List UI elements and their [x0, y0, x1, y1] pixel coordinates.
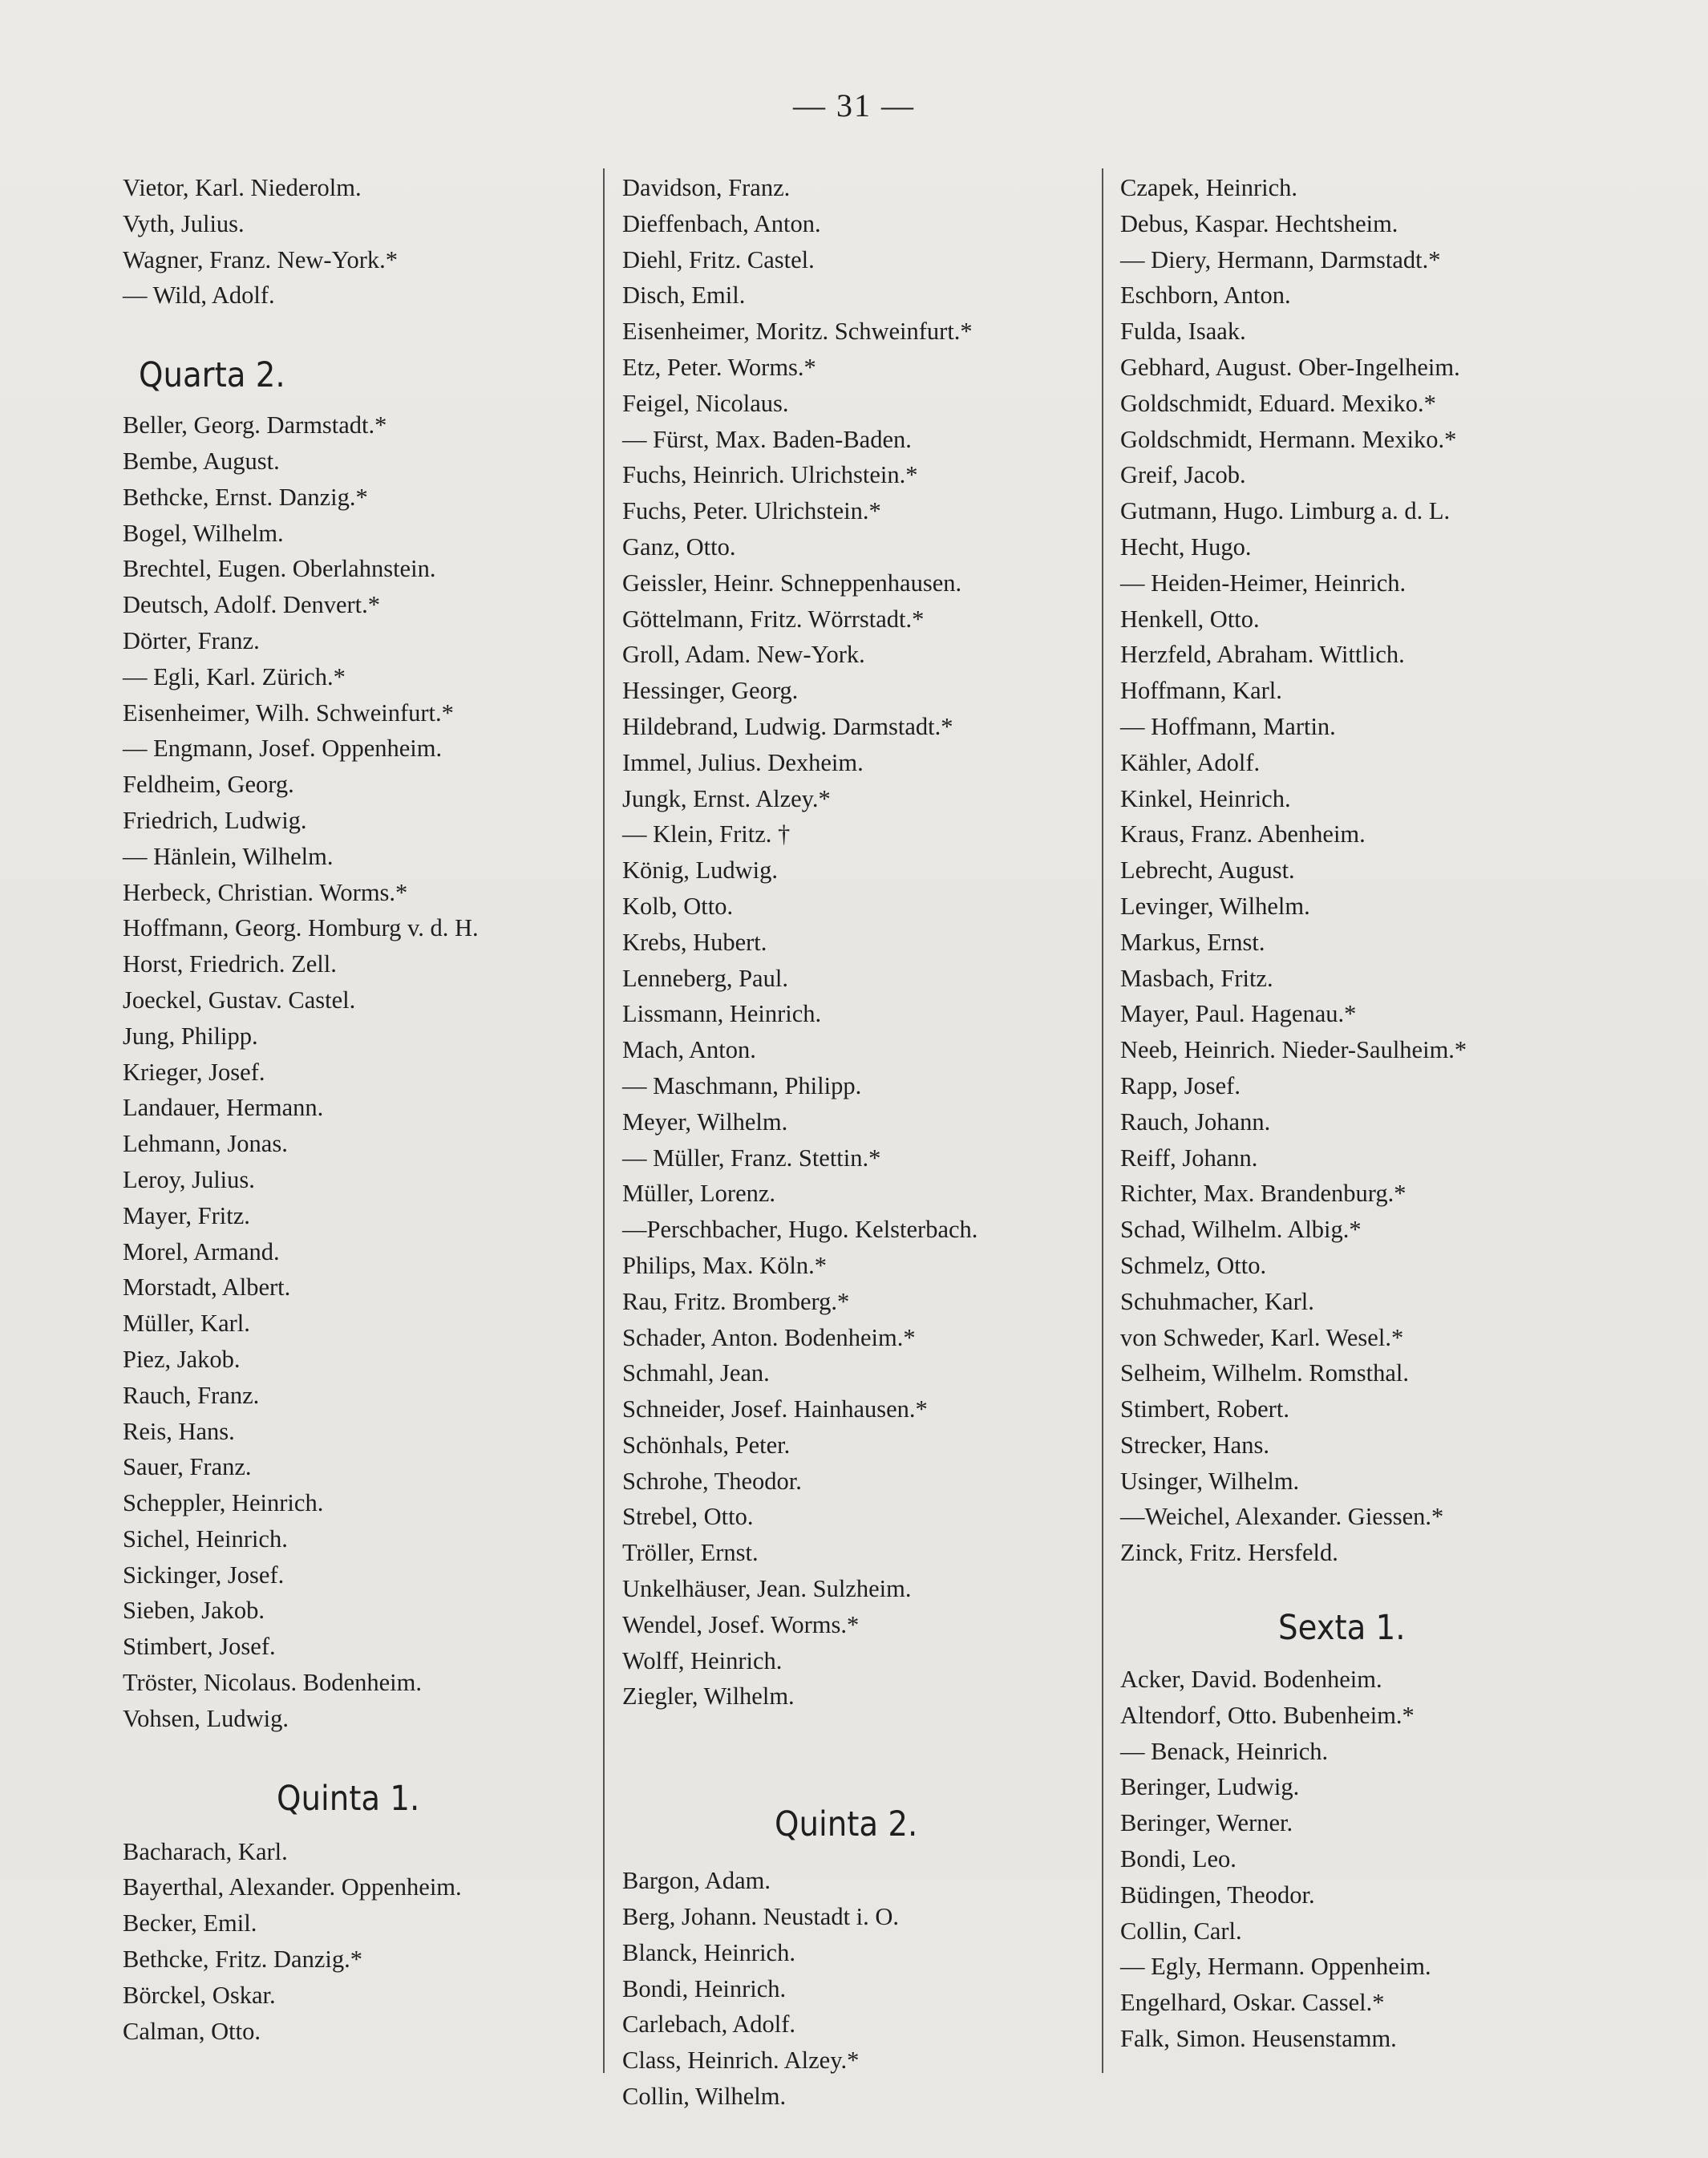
name-list-quinta-1: [123, 1834, 604, 2050]
list-item: Schmahl, Jean.: [622, 1359, 770, 1387]
list-item: Börckel, Oskar.: [123, 1981, 276, 2009]
list-item: Usinger, Wilhelm.: [1120, 1467, 1300, 1495]
list-item: Sieben, Jakob.: [123, 1597, 265, 1625]
list-item: Jung, Philipp.: [123, 1022, 258, 1050]
list-item: Bembe, August.: [123, 447, 280, 475]
list-item: Beller, Georg. Darmstadt.*: [123, 411, 387, 439]
list-item: Sauer, Franz.: [123, 1453, 252, 1481]
list-item: —Weichel, Alexander. Giessen.*: [1120, 1503, 1444, 1531]
list-item: — Hoffmann, Martin.: [1120, 712, 1336, 740]
list-item: Collin, Carl.: [1120, 1917, 1242, 1945]
list-item: Wagner, Franz. New-York.*: [123, 245, 399, 273]
list-item: Debus, Kaspar. Hechtsheim.: [1120, 209, 1398, 237]
list-item: Immel, Julius. Dexheim.: [622, 748, 864, 776]
list-item: Bargon, Adam.: [622, 1867, 771, 1895]
list-item: Fuchs, Peter. Ulrichstein.*: [622, 497, 881, 525]
list-item: Zinck, Fritz. Hersfeld.: [1120, 1539, 1338, 1567]
list-item: Selheim, Wilhelm. Romsthal.: [1120, 1359, 1409, 1387]
list-item: Hoffmann, Karl.: [1120, 677, 1282, 705]
list-item: Richter, Max. Brandenburg.*: [1120, 1180, 1406, 1208]
list-item: Schad, Wilhelm. Albig.*: [1120, 1216, 1362, 1244]
list-item: Fuchs, Heinrich. Ulrichstein.*: [622, 461, 918, 489]
list-item: Meyer, Wilhelm.: [622, 1107, 788, 1136]
page-number: — 31 —: [793, 87, 915, 123]
list-item: Kähler, Adolf.: [1120, 748, 1261, 776]
list-item: — Klein, Fritz. †: [622, 820, 791, 848]
list-item: Jungk, Ernst. Alzey.*: [622, 784, 831, 812]
list-item: Calman, Otto.: [123, 2017, 261, 2045]
list-item: Goldschmidt, Eduard. Mexiko.*: [1120, 389, 1436, 417]
list-item: Krieger, Josef.: [123, 1058, 265, 1086]
list-item: Acker, David. Bodenheim.: [1120, 1666, 1382, 1694]
list-item: Eisenheimer, Moritz. Schweinfurt.*: [622, 318, 973, 346]
list-item: Falk, Simon. Heusenstamm.: [1120, 2025, 1397, 2053]
list-item: Bethcke, Ernst. Danzig.*: [123, 483, 368, 511]
list-item: Tröster, Nicolaus. Bodenheim.: [123, 1669, 422, 1697]
list-item: Ganz, Otto.: [622, 532, 736, 561]
list-item: Deutsch, Adolf. Denvert.*: [123, 591, 381, 619]
list-item: — Egli, Karl. Zürich.*: [123, 662, 346, 690]
list-item: Vyth, Julius.: [123, 209, 245, 237]
list-item: Collin, Wilhelm.: [622, 2083, 787, 2111]
list-item: — Maschmann, Philipp.: [622, 1071, 862, 1099]
list-item: Bethcke, Fritz. Danzig.*: [123, 1945, 362, 1974]
list-item: Philips, Max. Köln.*: [622, 1251, 828, 1279]
list-item: Greif, Jacob.: [1120, 461, 1246, 489]
name-list-quarta-2: [123, 407, 604, 1736]
section-heading-sexta-1: Sexta 1.: [1278, 1608, 1406, 1649]
list-item: Diehl, Fritz. Castel.: [622, 245, 815, 273]
list-item: Dörter, Franz.: [123, 626, 260, 654]
list-item: Leroy, Julius.: [123, 1165, 255, 1193]
list-item: Gebhard, August. Ober-Ingelheim.: [1120, 353, 1460, 381]
list-item: Hecht, Hugo.: [1120, 532, 1252, 561]
list-item: — Benack, Heinrich.: [1120, 1737, 1329, 1765]
list-item: Henkell, Otto.: [1120, 605, 1260, 633]
list-item: Büdingen, Theodor.: [1120, 1881, 1315, 1909]
list-item: Masbach, Fritz.: [1120, 964, 1273, 992]
list-item: Bondi, Heinrich.: [622, 1974, 787, 2002]
list-item: Rau, Fritz. Bromberg.*: [622, 1287, 850, 1315]
list-item: Neeb, Heinrich. Nieder-Saulheim.*: [1120, 1036, 1467, 1064]
list-item: — Engmann, Josef. Oppenheim.: [123, 735, 443, 763]
list-item: Reiff, Johann.: [1120, 1144, 1258, 1172]
list-item: Brechtel, Eugen. Oberlahnstein.: [123, 555, 436, 583]
section-heading-quinta-2: Quinta 2.: [775, 1804, 918, 1845]
list-item: Mayer, Fritz.: [123, 1201, 250, 1229]
list-item: Scheppler, Heinrich.: [123, 1489, 324, 1517]
list-item: Strebel, Otto.: [622, 1503, 754, 1531]
list-item: Schneider, Josef. Hainhausen.*: [622, 1395, 928, 1423]
name-list-top: [622, 170, 1103, 1715]
list-item: Altendorf, Otto. Bubenheim.*: [1120, 1701, 1415, 1729]
list-item: König, Ludwig.: [622, 856, 779, 885]
list-item: Mayer, Paul. Hagenau.*: [1120, 1000, 1357, 1028]
list-item: — Fürst, Max. Baden-Baden.: [622, 425, 912, 453]
list-item: Landauer, Hermann.: [123, 1094, 324, 1122]
list-item: Strecker, Hans.: [1120, 1431, 1269, 1459]
list-item: Fulda, Isaak.: [1120, 318, 1246, 346]
list-item: Müller, Karl.: [123, 1310, 250, 1338]
list-item: von Schweder, Karl. Wesel.*: [1120, 1323, 1404, 1351]
name-list-top: [123, 170, 604, 314]
list-item: Eschborn, Anton.: [1120, 281, 1291, 310]
list-item: Horst, Friedrich. Zell.: [123, 950, 337, 978]
list-item: — Müller, Franz. Stettin.*: [622, 1144, 881, 1172]
list-item: Geissler, Heinr. Schneppenhausen.: [622, 569, 962, 597]
list-item: Rauch, Johann.: [1120, 1107, 1271, 1136]
column-left: [123, 170, 604, 2049]
list-item: Reis, Hans.: [123, 1417, 235, 1445]
list-item: Hoffmann, Georg. Homburg v. d. H.: [123, 914, 479, 942]
list-item: Rapp, Josef.: [1120, 1071, 1241, 1099]
list-item: Berg, Johann. Neustadt i. O.: [622, 1903, 900, 1931]
list-item: Morstadt, Albert.: [123, 1273, 291, 1302]
list-item: Lebrecht, August.: [1120, 856, 1295, 885]
list-item: Beringer, Werner.: [1120, 1809, 1293, 1837]
list-item: Piez, Jakob.: [123, 1345, 241, 1373]
list-item: Carlebach, Adolf.: [622, 2010, 795, 2039]
list-item: Bacharach, Karl.: [123, 1837, 288, 1865]
list-item: Schader, Anton. Bodenheim.*: [622, 1323, 916, 1351]
list-item: Stimbert, Robert.: [1120, 1395, 1289, 1423]
list-item: Tröller, Ernst.: [622, 1539, 759, 1567]
list-item: Schönhals, Peter.: [622, 1431, 791, 1459]
list-item: — Diery, Hermann, Darmstadt.*: [1120, 245, 1441, 273]
list-item: Friedrich, Ludwig.: [123, 806, 307, 834]
list-item: Etz, Peter. Worms.*: [622, 353, 816, 381]
list-item: Ziegler, Wilhelm.: [622, 1682, 795, 1711]
list-item: Vohsen, Ludwig.: [123, 1704, 289, 1732]
list-item: Müller, Lorenz.: [622, 1180, 776, 1208]
list-item: Sichel, Heinrich.: [123, 1524, 288, 1553]
list-item: Markus, Ernst.: [1120, 928, 1265, 956]
list-item: — Hänlein, Wilhelm.: [123, 842, 334, 870]
list-item: Herbeck, Christian. Worms.*: [123, 878, 408, 906]
list-item: Vietor, Karl. Niederolm.: [123, 174, 362, 201]
list-item: Krebs, Hubert.: [622, 928, 767, 956]
list-item: Rauch, Franz.: [123, 1381, 260, 1409]
name-list-sexta-1: [1120, 1662, 1617, 2057]
list-item: Hessinger, Georg.: [622, 677, 799, 705]
list-item: Feigel, Nicolaus.: [622, 389, 789, 417]
list-item: Lissmann, Heinrich.: [622, 1000, 822, 1028]
list-item: Sickinger, Josef.: [123, 1561, 285, 1589]
list-item: Stimbert, Josef.: [123, 1633, 276, 1661]
list-item: Feldheim, Georg.: [123, 771, 294, 799]
list-item: Dieffenbach, Anton.: [622, 209, 821, 237]
list-item: Kinkel, Heinrich.: [1120, 784, 1291, 812]
list-item: Kraus, Franz. Abenheim.: [1120, 820, 1366, 848]
list-item: Lehmann, Jonas.: [123, 1130, 288, 1158]
list-item: Morel, Armand.: [123, 1237, 280, 1265]
list-item: Schmelz, Otto.: [1120, 1251, 1267, 1279]
name-list-top: [1120, 170, 1617, 1571]
list-item: Bogel, Wilhelm.: [123, 519, 284, 547]
list-item: Goldschmidt, Hermann. Mexiko.*: [1120, 425, 1457, 453]
list-item: — Wild, Adolf.: [123, 281, 275, 310]
list-item: — Heiden-Heimer, Heinrich.: [1120, 569, 1406, 597]
list-item: Joeckel, Gustav. Castel.: [123, 986, 356, 1014]
list-item: Kolb, Otto.: [622, 892, 734, 920]
list-item: Disch, Emil.: [622, 281, 746, 310]
list-item: Wolff, Heinrich.: [622, 1646, 783, 1674]
list-item: Schuhmacher, Karl.: [1120, 1287, 1314, 1315]
list-item: Unkelhäuser, Jean. Sulzheim.: [622, 1575, 912, 1603]
list-item: Bayerthal, Alexander. Oppenheim.: [123, 1873, 462, 1901]
list-item: Göttelmann, Fritz. Wörrstadt.*: [622, 605, 925, 633]
list-item: Groll, Adam. New-York.: [622, 641, 865, 669]
list-item: Schrohe, Theodor.: [622, 1467, 802, 1495]
list-item: Blanck, Heinrich.: [622, 1938, 795, 1966]
list-item: Becker, Emil.: [123, 1909, 257, 1937]
list-item: Beringer, Ludwig.: [1120, 1773, 1300, 1801]
list-item: Levinger, Wilhelm.: [1120, 892, 1310, 920]
list-item: Class, Heinrich. Alzey.*: [622, 2047, 860, 2075]
column-middle: [622, 170, 1103, 2115]
list-item: —Perschbacher, Hugo. Kelsterbach.: [622, 1216, 978, 1244]
list-item: Wendel, Josef. Worms.*: [622, 1610, 860, 1638]
section-heading-quinta-1: Quinta 1.: [277, 1778, 420, 1819]
list-item: Mach, Anton.: [622, 1036, 756, 1064]
list-item: Lenneberg, Paul.: [622, 964, 788, 992]
list-item: Herzfeld, Abraham. Wittlich.: [1120, 641, 1405, 669]
list-item: Bondi, Leo.: [1120, 1845, 1236, 1873]
list-item: Hildebrand, Ludwig. Darmstadt.*: [622, 712, 953, 740]
list-item: Davidson, Franz.: [622, 174, 791, 201]
section-heading-quarta-2: Quarta 2.: [139, 355, 285, 396]
list-item: — Egly, Hermann. Oppenheim.: [1120, 1953, 1431, 1981]
list-item: Engelhard, Oskar. Cassel.*: [1120, 1989, 1385, 2017]
list-item: Gutmann, Hugo. Limburg a. d. L.: [1120, 497, 1451, 525]
column-right: [1120, 170, 1617, 2057]
list-item: Eisenheimer, Wilh. Schweinfurt.*: [123, 698, 454, 727]
list-item: Czapek, Heinrich.: [1120, 174, 1298, 201]
name-list-quinta-2: [622, 1863, 1103, 2115]
